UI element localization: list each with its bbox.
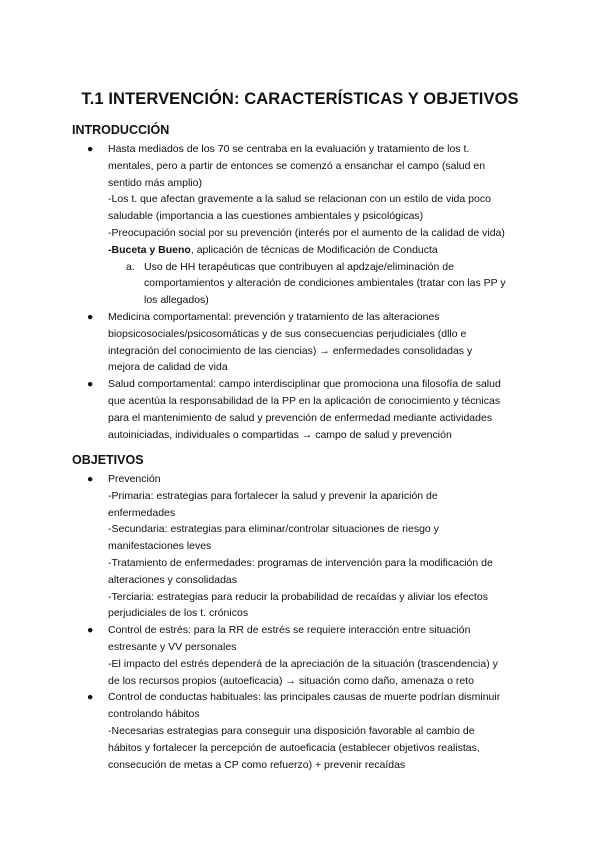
text-line: saludable (importancia a las cuestiones ambientales y psicológicas) [108,210,424,223]
bullet-icon: ● [87,473,94,485]
list-item [72,376,532,443]
text-line: -Preocupación social por su prevención (interés por el aumento de la calidad de vida) [108,226,505,239]
text-line: Hasta mediados de los 70 se centraba en la evaluación y tratamiento de los t. [108,143,470,155]
text-line: -Secundaria: estrategias para eliminar/controlar situaciones de riesgo y [108,523,439,536]
text-line: manifestaciones leves [108,540,212,553]
text-line: autoiniciadas, individuales o compartidas → campo de salud y prevención [108,428,452,441]
text-line: Medicina comportamental: prevención y tratamiento de las alteraciones [108,310,440,323]
text-line: mentales, pero a partir de entonces se comenzó a ensanchar el campo (salud en [108,159,486,172]
sub-list-marker: a. [126,260,135,273]
text-line: -El impacto del estrés dependerá de la apreciación de la situación (trascendencia) y [108,657,498,670]
text-line: perjudiciales de los t. crónicos [108,607,249,620]
text-line [108,242,532,259]
text-line: los allegados) [144,294,209,307]
text-line: Control de conductas habituales: las principales causas de muerte podrían disminuir [108,691,501,704]
list-item [72,141,532,309]
list-item [72,622,532,689]
page-title: T.1 INTERVENCIÓN: CARACTERÍSTICAS Y OBJETIVOS [81,90,519,108]
text-line: para el mantenimiento de salud y prevención de enfermedad mediante actividades [108,411,493,424]
text-line: Salud comportamental: campo interdisciplinar que promociona una filosofía de salud [108,378,501,391]
sub-list-item [108,259,532,309]
text-line: estresante y VV personales [108,640,237,653]
bullet-icon: ● [87,310,94,323]
text-line: -Necesarias estrategias para conseguir una disposición favorable al cambio de [108,724,475,737]
bold-author-names: -Buceta y Bueno [108,243,191,256]
text-line: consecución de metas a CP como refuerzo) + prevenir recaídas [108,758,406,771]
text-span: , aplicación de técnicas de Modificación de Conducta [190,243,438,256]
text-line: -Tratamiento de enfermedades: programas de intervención para la modificación de [108,556,493,569]
text-line: de los recursos propios (autoeficacia) → situación como daño, amenaza o reto [108,674,474,687]
text-line: controlando hábitos [108,708,200,721]
text-line: que acentúa la responsabilidad de la PP en la aplicación de conocimiento y técnicas [108,394,501,407]
bullet-icon: ● [87,691,94,704]
list-item [72,471,532,622]
objetivos-list [72,471,532,773]
text-line: Uso de HH terapéuticas que contribuyen al apdzaje/eliminación de [144,260,454,273]
text-line: Control de estrés: para la RR de estrés se requiere interacción entre situación [108,624,471,637]
text-line: -Primaria: estrategias para fortalecer la salud y prevenir la aparición de [108,489,438,502]
section-heading-introduccion: INTRODUCCIÓN [72,123,170,137]
section-heading-objetivos: OBJETIVOS [72,453,144,467]
text-line: Prevención [108,473,161,485]
bullet-icon: ● [87,378,94,391]
text-line: -Terciaria: estrategias para reducir la probabilidad de recaídas y aliviar los efectos [108,590,488,603]
list-item [72,309,532,376]
bullet-icon: ● [87,143,94,155]
text-line: mejora de calidad de vida [108,361,228,374]
text-line: sentido más amplio) [108,176,202,189]
text-line: integración del conocimiento de las ciencias) → enfermedades consolidadas y [108,344,473,357]
intro-list [72,141,532,443]
text-line: alteraciones y consolidadas [108,573,237,586]
text-line: comportamientos y alteración de condiciones ambientales (tratar con las PP y [144,277,506,290]
text-line: enfermedades [108,506,176,519]
text-line: biopsicosociales/psicosomáticas y de sus consecuencias perjudiciales (dllo e [108,327,467,340]
list-item [72,689,532,773]
text-line: -Los t. que afectan gravemente a la salud se relacionan con un estilo de vida poco [108,193,491,206]
bullet-icon: ● [87,624,94,637]
text-line: hábitos y fortalecer la percepción de autoeficacia (establecer objetivos realistas, [108,741,480,754]
